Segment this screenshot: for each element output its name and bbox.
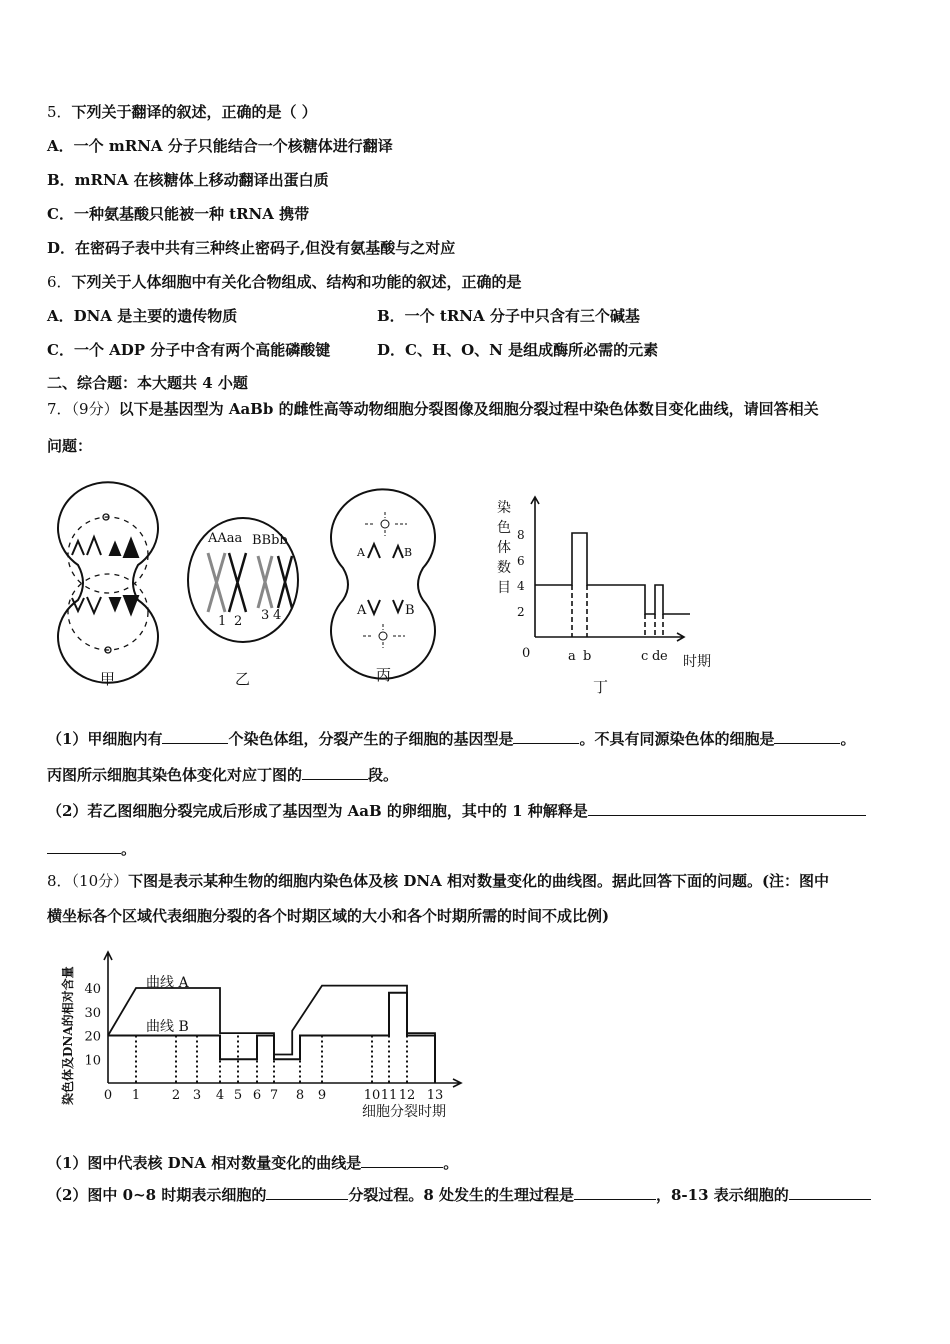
- text: 丙图所示细胞其染色体变化对应丁图的: [47, 766, 303, 784]
- ding-xtick: c: [641, 649, 649, 664]
- q8-ytick: 40: [84, 982, 101, 997]
- text: （1）甲细胞内有: [47, 730, 163, 748]
- q8-xtick: 8: [295, 1088, 305, 1103]
- q5-option-c: C．一种氨基酸只能被一种 tRNA 携带: [47, 205, 310, 223]
- chromosome-number: 1: [218, 614, 227, 629]
- answer-blank[interactable]: [162, 729, 228, 744]
- q8-ytick: 20: [84, 1029, 101, 1045]
- q7-figure: [0, 480, 950, 700]
- q7-text: 以下是基因型为 AaBb 的雌性高等动物细胞分裂图像及细胞分裂过程中染色体数目变化曲线，请回答相关: [118, 400, 819, 418]
- ding-xtick: e: [660, 649, 668, 664]
- q8-xtick: 7: [269, 1088, 279, 1103]
- answer-blank[interactable]: [361, 1153, 443, 1168]
- q7-part2: [47, 801, 866, 820]
- bing-gene: A: [357, 546, 365, 559]
- text: ，8-13 表示细胞的: [656, 1186, 789, 1204]
- curve-b-line: [108, 993, 435, 1083]
- q8-xtick: 5: [233, 1088, 243, 1103]
- q8-ytick: 30: [84, 1005, 101, 1021]
- q6-option-a: A．DNA 是主要的遗传物质: [47, 307, 238, 325]
- ding-xlabel: 时期: [683, 654, 711, 670]
- yi-genes-left: AAaa: [208, 531, 243, 546]
- ding-ylabel: 染色体数目: [497, 500, 511, 596]
- q8-score: （10分）: [71, 872, 129, 890]
- q8-xtick: 0: [103, 1088, 113, 1103]
- q7-stem-line2: 问题：: [47, 437, 93, 455]
- chromosome-number: 2: [234, 614, 243, 629]
- q7-stem: [47, 400, 819, 418]
- answer-blank[interactable]: [574, 1185, 656, 1200]
- q8-part1: [47, 1153, 458, 1172]
- section-heading: 二、综合题：本大题共 4 小题: [47, 374, 248, 392]
- q8-number: 8．: [47, 872, 72, 890]
- text: （1）图中代表核 DNA 相对数量变化的曲线是: [47, 1154, 362, 1172]
- curve-a-label: 曲线 A: [146, 975, 189, 991]
- cell-jia: [58, 482, 158, 683]
- answer-blank[interactable]: [789, 1185, 871, 1200]
- text: （2）若乙图细胞分裂完成后形成了基因型为 AaB 的卵细胞，其中的 1 种解释是: [47, 802, 588, 820]
- q8-xtick: 6: [252, 1088, 262, 1103]
- q8-stem-line2: 横坐标各个区域代表细胞分裂的各个时期区域的大小和各个时期所需的时间不成比例): [47, 907, 610, 925]
- label-jia: 甲: [100, 670, 116, 688]
- q8-ylabel: 染色体及DNA的相对含量: [61, 966, 75, 1105]
- q7-part1: [47, 729, 856, 748]
- q5-option-b: B．mRNA 在核糖体上移动翻译出蛋白质: [47, 171, 329, 189]
- label-yi: 乙: [235, 670, 251, 688]
- q8-xtick: 2: [171, 1088, 181, 1103]
- q8-xtick: 10: [363, 1088, 381, 1103]
- chromosome-number: 3: [261, 608, 270, 623]
- q8-xtick: 4: [215, 1088, 225, 1103]
- q6-number: 6．: [47, 273, 72, 291]
- q8-xtick: 1: [131, 1088, 141, 1103]
- ding-xtick: d: [652, 649, 661, 664]
- bing-gene: A: [357, 603, 367, 618]
- q5-option-a: A．一个 mRNA 分子只能结合一个核糖体进行翻译: [47, 137, 393, 155]
- q6-option-b: B．一个 tRNA 分子中只含有三个碱基: [377, 307, 640, 325]
- text: （2）图中 0~8 时期表示细胞的: [47, 1186, 267, 1204]
- text: 个染色体组，分裂产生的子细胞的基因型是: [228, 730, 514, 748]
- q6-text: 下列关于人体细胞中有关化合物组成、结构和功能的叙述，正确的是: [71, 273, 522, 291]
- curve-b-label: 曲线 B: [146, 1019, 189, 1035]
- q5-option-d: D．在密码子表中共有三种终止密码子,但没有氨基酸与之对应: [47, 239, 456, 257]
- answer-blank[interactable]: [47, 839, 121, 854]
- ding-xtick: a: [568, 649, 576, 664]
- ding-xtick: b: [583, 649, 592, 664]
- text: 。: [840, 730, 856, 748]
- ding-xtick: 0: [522, 646, 531, 661]
- answer-blank[interactable]: [774, 729, 840, 744]
- cell-yi: [188, 518, 298, 642]
- ding-ytick: 6: [517, 554, 525, 568]
- text: 。: [121, 840, 137, 858]
- q7-score: （9分）: [71, 400, 119, 418]
- answer-blank[interactable]: [266, 1185, 348, 1200]
- ding-ytick: 4: [517, 579, 525, 593]
- q8-xtick: 9: [317, 1088, 327, 1103]
- q8-chart: [40, 940, 480, 1130]
- cell-bing: [331, 489, 435, 678]
- yi-genes-right: BBbb: [252, 533, 288, 548]
- q8-part2: [47, 1185, 871, 1204]
- answer-blank[interactable]: [513, 729, 579, 744]
- bing-gene: B: [404, 546, 413, 559]
- q8-xtick: 11: [380, 1088, 398, 1103]
- ding-ytick: 2: [517, 605, 525, 619]
- ding-ytick: 8: [517, 528, 525, 542]
- q8-xtick: 13: [426, 1088, 444, 1103]
- q8-ytick: 10: [84, 1053, 101, 1069]
- text: 。不具有同源染色体的细胞是: [579, 730, 775, 748]
- q7-number: 7．: [47, 400, 72, 418]
- q7-part1-line2: [47, 765, 398, 784]
- chromosome-number: 4: [273, 608, 282, 623]
- q7-part2-line2: [47, 839, 136, 858]
- q6-option-d: D．C、H、O、N 是组成酶所必需的元素: [377, 341, 659, 359]
- label-ding: 丁: [593, 678, 609, 696]
- answer-blank[interactable]: [588, 801, 866, 816]
- q8-stem: [47, 872, 829, 890]
- q8-xtick: 12: [398, 1088, 416, 1103]
- q8-xtick: 3: [192, 1088, 202, 1103]
- q6-option-c: C．一个 ADP 分子中含有两个高能磷酸键: [47, 341, 331, 359]
- q8-text: 下图是表示某种生物的细胞内染色体及核 DNA 相对数量变化的曲线图。据此回答下面的问题。(注：图中: [128, 872, 830, 890]
- q5-stem: [47, 103, 317, 121]
- chart-ding: [531, 497, 690, 641]
- q5-number: 5．: [47, 103, 72, 121]
- label-bing: 丙: [376, 666, 392, 684]
- text: 段。: [368, 766, 399, 784]
- q6-stem: [47, 273, 522, 291]
- answer-blank[interactable]: [302, 765, 368, 780]
- text: 。: [443, 1154, 459, 1172]
- q5-text: 下列关于翻译的叙述，正确的是（ ）: [71, 103, 317, 121]
- bing-gene: B: [405, 603, 415, 618]
- text: 分裂过程。8 处发生的生理过程是: [348, 1186, 574, 1204]
- q8-xlabel: 细胞分裂时期: [362, 1104, 446, 1120]
